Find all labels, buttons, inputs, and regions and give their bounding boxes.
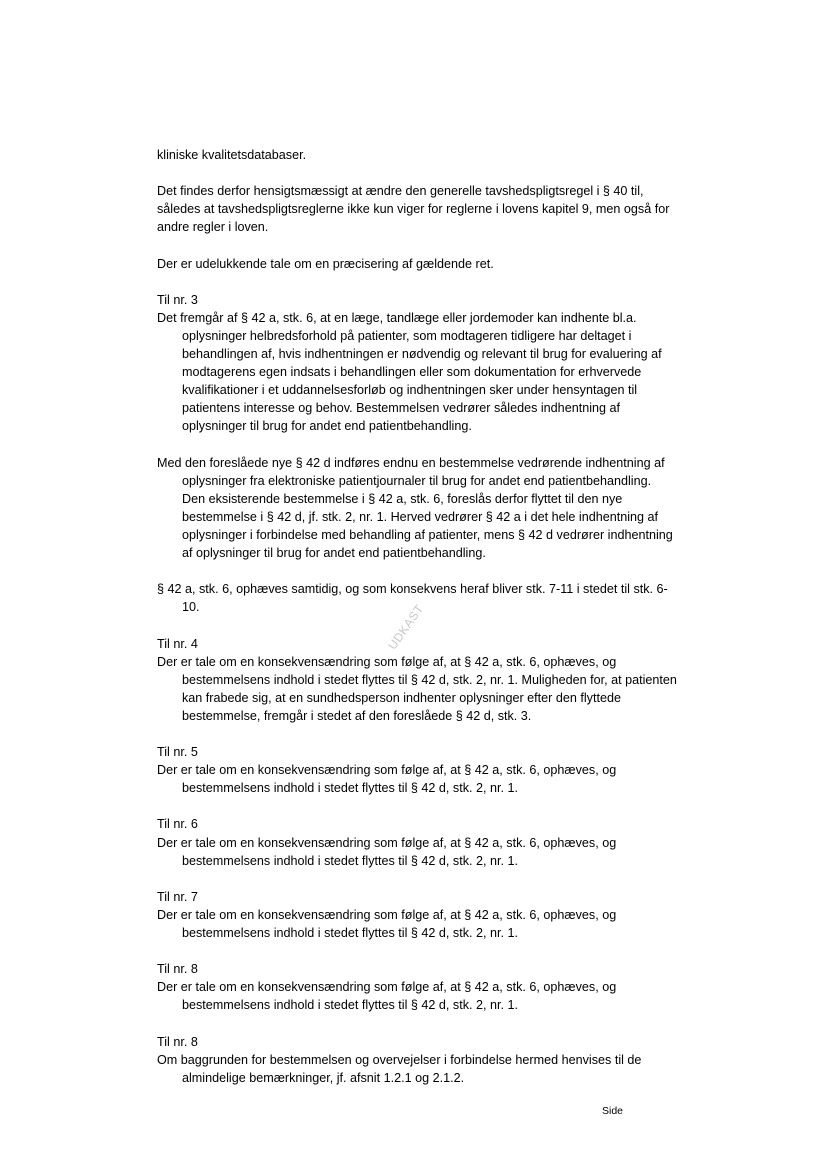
section-til-nr-5	[157, 743, 677, 797]
section-text: Om baggrunden for bestemmelsen og overvejelser i forbindelse hermed henvises til de almindelige bemærkninger, jf. afsnit 1.2.1 og 2.1.2.	[157, 1052, 642, 1085]
section-til-nr-7	[157, 888, 677, 942]
section-til-nr-8-second	[157, 1033, 677, 1087]
section-heading: Til nr. 4	[157, 636, 198, 651]
footer-page-label: Side	[602, 1105, 624, 1117]
section-til-nr-6	[157, 815, 677, 869]
paragraph-amendment-rationale: Det findes derfor hensigtsmæssigt at ændre den generelle tavshedspligtsregel i § 40 til, således at tavshedspligtsreglerne ikke kun viger for reglerne i lovens kapitel 9, men også for andre regler i loven.	[157, 184, 670, 235]
paragraph-42a-repeal: § 42 a, stk. 6, ophæves samtidig, og som konsekvens heraf bliver stk. 7-11 i stedet til stk. 6-10.	[157, 582, 668, 615]
paragraph-clarification: Der er udelukkende tale om en præcisering af gældende ret.	[157, 256, 494, 271]
section-text: Der er tale om en konsekvensændring som følge af, at § 42 a, stk. 6, ophæves, og bestemmelsens indhold i stedet flyttes til § 42 d, stk. 2, nr. 1.	[157, 907, 617, 941]
section-til-nr-4	[157, 635, 677, 725]
section-text: Der er tale om en konsekvensændring som følge af, at § 42 a, stk. 6, ophæves, og bestemmelsens indhold i stedet flyttes til § 42 d, stk. 2, nr. 1. Muligheden for, at patienten kan frabede sig, at en sundhedsperson indhenter oplysninger efter den flyttede bestemmelse, fremgår i stedet af den foreslåede § 42 d, stk. 3.	[157, 654, 677, 723]
section-heading: Til nr. 7	[157, 889, 198, 904]
section-text: Der er tale om en konsekvensændring som følge af, at § 42 a, stk. 6, ophæves, og bestemmelsens indhold i stedet flyttes til § 42 d, stk. 2, nr. 1.	[157, 763, 617, 796]
paragraph-new-42d: Med den foreslåede nye § 42 d indføres endnu en bestemmelse vedrørende indhentning af oplysninger fra elektroniske patientjournaler til brug for andet end patientbehandling. Den eksisterende bestemmelse i § 42 a, stk. 6, foreslås derfor flyttet til den nye bestemmelse i § 42 d, jf. stk. 2, nr. 1. Herved vedrører § 42 a i det hele indhentning af oplysninger i forbindelse med behandling af patienter, mens § 42 d vedrører indhentning af oplysninger til brug for andet end patientbehandling.	[157, 455, 673, 561]
section-text: Der er tale om en konsekvensændring som følge af, at § 42 a, stk. 6, ophæves, og bestemmelsens indhold i stedet flyttes til § 42 d, stk. 2, nr. 1.	[157, 835, 617, 868]
section-heading: Til nr. 5	[157, 745, 198, 760]
draft-watermark: UDKAST	[385, 601, 427, 653]
section-text: Det fremgår af § 42 a, stk. 6, at en læge, tandlæge eller jordemoder kan indhente bl.a. oplysninger helbredsforhold på patienter, som modtageren tidligere har deltaget i behandlingen af, hvis indhentningen er nødvendig og relevant til brug for evaluering af modtagerens egen indsats i behandlingen eller som dokumentation for erhvervede kvalifikationer i et uddannelsesforløb og indhentningen sker under hensyntagen til patientens interesse og behov. Bestemmelsen vedrører således indhentning af oplysninger til brug for andet end patientbehandling.	[157, 310, 662, 434]
section-heading: Til nr. 6	[157, 817, 198, 832]
section-heading: Til nr. 8	[157, 962, 198, 977]
section-heading: Til nr. 8	[157, 1034, 198, 1049]
section-text: Der er tale om en konsekvensændring som følge af, at § 42 a, stk. 6, ophæves, og bestemmelsens indhold i stedet flyttes til § 42 d, stk. 2, nr. 1.	[157, 980, 617, 1013]
document-body	[157, 146, 677, 1105]
section-heading: Til nr. 3	[157, 292, 198, 307]
section-til-nr-8-first	[157, 960, 677, 1014]
section-til-nr-3	[157, 291, 677, 436]
paragraph-continuation: kliniske kvalitetsdatabaser.	[157, 148, 307, 162]
